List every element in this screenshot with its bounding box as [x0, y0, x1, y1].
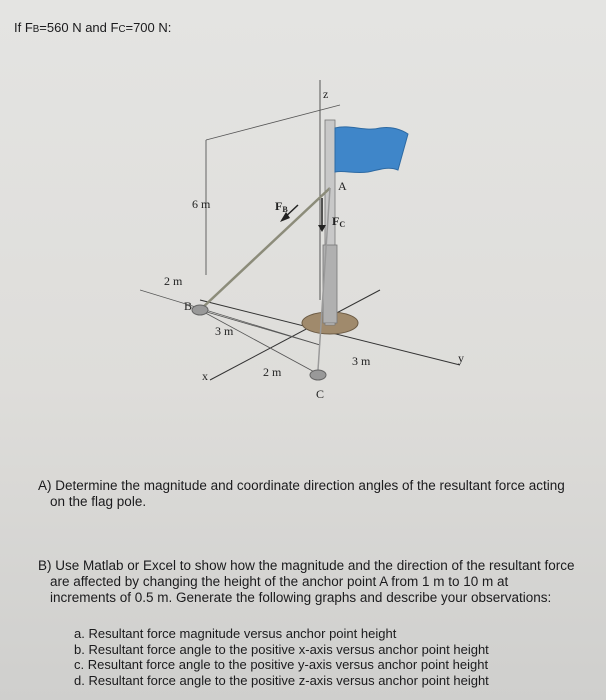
list-item: b. Resultant force angle to the positive x-axis versus anchor point height	[74, 641, 489, 657]
header-fc-subscript: C	[118, 24, 126, 35]
anchor-b	[192, 305, 208, 315]
label-x: x	[202, 369, 208, 383]
question-a-line-2: on the flag pole.	[50, 494, 147, 509]
list-item: c. Resultant force angle to the positive y-axis versus anchor point height	[74, 657, 489, 672]
question-b-line-3: increments of 0.5 m. Generate the following graphs and describe your observations:	[50, 590, 552, 605]
label-dim-3m-left: 3 m	[215, 324, 234, 338]
label-b: B	[184, 299, 193, 313]
label-fc: FC	[332, 214, 346, 229]
anchor-c	[310, 370, 326, 380]
label-y: y	[458, 351, 464, 365]
question-b-line-1: B) Use Matlab or Excel to show how the magnitude and the direction of the resultant force	[38, 558, 575, 573]
label-fb: FB	[275, 199, 288, 214]
header-fb-value: =560 N and F	[39, 20, 119, 35]
label-dim-2m-top: 2 m	[164, 274, 183, 288]
label-c: C	[316, 387, 325, 401]
flag-pole-figure	[140, 80, 470, 410]
question-b	[38, 558, 598, 606]
question-b-line-2: are affected by changing the height of the anchor point A from 1 m to 10 m at	[50, 574, 509, 589]
problem-header	[14, 20, 171, 35]
label-z: z	[323, 87, 329, 101]
question-a-line-1: A) Determine the magnitude and coordinate direction angles of the resultant force acting	[38, 478, 565, 493]
header-prefix: If F	[14, 20, 33, 35]
header-fc-value: =700 N:	[125, 20, 172, 35]
header-fb-subscript: B	[32, 24, 40, 35]
graph-list	[74, 626, 489, 688]
label-dim-2m-bottom: 2 m	[263, 365, 282, 379]
ground-line-3	[200, 310, 320, 375]
cable-ab	[200, 188, 330, 310]
label-a: A	[338, 179, 347, 193]
label-dim-3m-right: 3 m	[352, 354, 371, 368]
list-item: d. Resultant force angle to the positive z-axis versus anchor point height	[74, 672, 489, 688]
flag	[335, 127, 408, 173]
list-item: a. Resultant force magnitude versus anchor point height	[74, 626, 397, 641]
question-a	[38, 478, 593, 510]
label-dim-6m: 6 m	[192, 197, 211, 211]
